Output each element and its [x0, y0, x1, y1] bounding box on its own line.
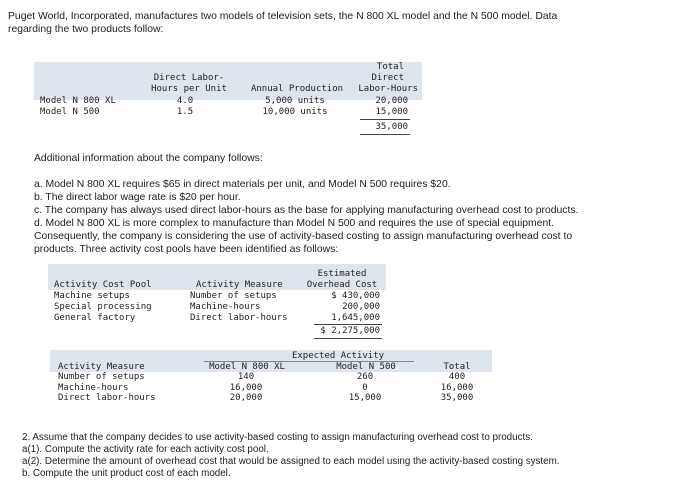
table-row-production: 5,000 units [265, 96, 325, 106]
table-row-model: Model N 800 XL [40, 96, 116, 106]
table-row-total: 20,000 [375, 96, 408, 106]
table-row-measure: Number of setups [58, 372, 145, 382]
table-row-total: 16,000 [440, 383, 474, 393]
cost-double-underline [314, 338, 382, 339]
table-row-cost: $ 430,000 [331, 291, 380, 301]
total-dlh-header-1: Total [376, 62, 404, 72]
n800-header: Model N 800 XL [209, 362, 285, 372]
table-row-total: 35,000 [440, 393, 474, 403]
table-row-n500: 260 [356, 372, 374, 382]
table-row-n500: 15,000 [348, 393, 382, 403]
est-overhead-header-2: Overhead Cost [306, 280, 378, 290]
info-d-1: d. Model N 800 XL is more complex to manufacture than Model N 500 and requires the use of special equipment. [34, 218, 555, 229]
table-row-cost: 1,645,000 [331, 313, 380, 323]
table-row-hours: 1.5 [176, 107, 194, 117]
info-a: a. Model N 800 XL requires $65 in direct materials per unit, and Model N 500 requires $20. [34, 179, 451, 190]
table-row-n500: 0 [362, 383, 368, 393]
info-b: b. The direct labor wage rate is $20 per hour. [34, 192, 241, 203]
dl-hours-header-2: Hours per Unit [151, 84, 227, 94]
info-c: c. The company has always used direct labor-hours as the base for applying manufacturing overhead cost to products. [34, 205, 579, 216]
est-overhead-header-1: Estimated [317, 269, 367, 279]
table-row-n800: 16,000 [229, 383, 263, 393]
table-row-measure: Direct labor-hours [190, 313, 288, 323]
table-row-measure: Machine-hours [190, 302, 261, 312]
table-row-pool: General factory [54, 313, 136, 323]
total-underline [360, 119, 410, 120]
intro-line-2: regarding the two products follow: [8, 24, 164, 35]
question-a1: a(1). Compute the activity rate for each activity cost pool. [22, 444, 269, 455]
table-row-n800: 140 [237, 372, 255, 382]
table-row-total: 400 [448, 372, 466, 382]
cost-total: $ 2,275,000 [320, 326, 380, 336]
table-row-model: Model N 500 [40, 107, 100, 117]
dl-hours-header-1: Direct Labor- [153, 73, 225, 83]
table-row-hours: 4.0 [176, 96, 194, 106]
additional-heading: Additional information about the company follows: [34, 153, 263, 164]
table-row-pool: Special processing [54, 302, 152, 312]
table-row-measure: Machine-hours [58, 383, 129, 393]
question-2: 2. Assume that the company decides to use activity-based costing to assign manufacturing overhead cost to products. [22, 432, 533, 443]
annual-production-header: Annual Production [250, 84, 344, 94]
total-header: Total [443, 362, 471, 372]
total-dlh-header-3: Labor-Hours [358, 84, 418, 94]
grand-total: 35,000 [375, 122, 408, 132]
table-row-total: 15,000 [375, 107, 408, 117]
activity-cost-pool-header: Activity Cost Pool [54, 280, 152, 290]
intro-line-1: Puget World, Incorporated, manufactures two models of television sets, the N 800 XL model and the N 500 model. Data [8, 11, 558, 22]
table-row-production: 10,000 units [262, 107, 328, 117]
n500-header: Model N 500 [336, 362, 396, 372]
info-d-2: Consequently, the company is considering the use of activity-based costing to assign manufacturing overhead cost to [34, 231, 573, 242]
table-row-measure: Direct labor-hours [58, 393, 156, 403]
expected-activity-header: Expected Activity [291, 351, 385, 361]
activity-measure-header: Activity Measure [58, 362, 145, 372]
table-row-measure: Number of setups [190, 291, 277, 301]
table-row-n800: 20,000 [229, 393, 263, 403]
cost-underline [314, 324, 382, 325]
total-dlh-header-2: Direct [371, 73, 404, 83]
info-d-3: products. Three activity cost pools have been identified as follows: [34, 244, 339, 255]
question-b: b. Compute the unit product cost of each model. [22, 468, 231, 479]
activity-measure-header: Activity Measure [196, 280, 283, 290]
table-row-cost: 200,000 [342, 302, 380, 312]
table-row-pool: Machine setups [54, 291, 130, 301]
total-double-underline [360, 134, 410, 135]
question-a2: a(2). Determine the amount of overhead cost that would be assigned to each model using the activity-based costing system. [22, 456, 560, 467]
